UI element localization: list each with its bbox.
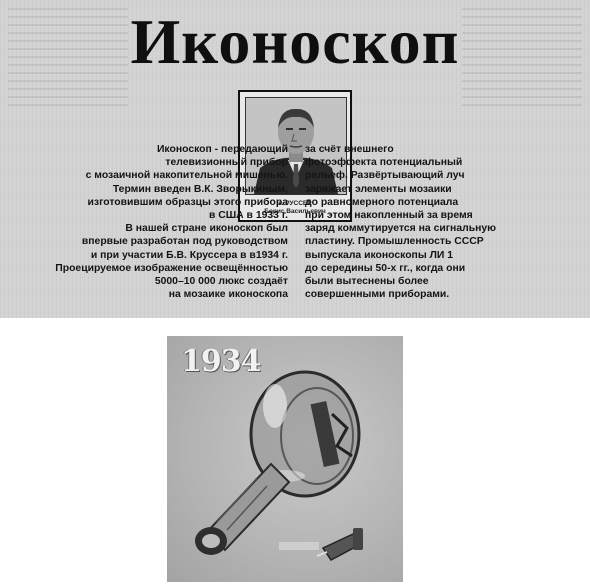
article-line: до равномерного потенциала: [305, 196, 459, 208]
article-line: В нашей стране иконоскоп был: [125, 223, 288, 235]
article-line: изготовившим образцы этого прибора: [87, 196, 288, 208]
article-line: были вытеснены более: [305, 276, 429, 288]
article-line: фотоэффекта потенциальный: [305, 157, 463, 169]
article-line: впервые разработан под руководством: [81, 236, 288, 248]
article-line: Проецируемое изображение освещённостью: [55, 262, 288, 274]
article-left-column: [38, 143, 288, 301]
article-line: заряжает элементы мозаики: [305, 183, 452, 195]
article-line: 5000–10 000 люкс создаёт: [154, 276, 288, 288]
article-line: телевизионный прибор: [165, 157, 288, 169]
article-line: при этом накопленный за время: [305, 210, 473, 222]
article-line: рельеф. Развёртывающий луч: [305, 170, 465, 182]
article-line: и при участии Б.В. Круссера в в1934 г.: [90, 249, 288, 261]
article-line: выпускала иконоскопы ЛИ 1: [305, 249, 454, 261]
photo-year-label: 1934: [181, 344, 261, 379]
article-line: за счёт внешнего: [305, 144, 394, 155]
iconoscope-tube-image: [167, 336, 403, 582]
article-line: заряд коммутируется на сигнальную: [305, 223, 497, 235]
article-line: с мозаичной накопительной мишенью.: [85, 170, 288, 182]
article-line: до середины 50-х гг., когда они: [305, 262, 466, 274]
article-line: Термин введен В.К. Зворыкиным,: [112, 183, 288, 195]
article-right-column: [305, 143, 587, 301]
article-line: в США в 1933 г.: [208, 210, 288, 222]
article-line: Иконоскоп - передающий: [156, 144, 288, 155]
portrait-caption-patronymic: Борис Васильевич: [264, 208, 326, 215]
portrait-caption-name: к. РУССЕР: [278, 200, 312, 207]
iconoscope-photo: [167, 336, 403, 582]
article-line: пластину. Промышленность СССР: [305, 236, 484, 248]
page-title: Иконоскоп: [130, 6, 460, 77]
article-line: совершенными приборами.: [305, 289, 450, 301]
article-line: на мозаике иконоскопа: [168, 289, 288, 301]
